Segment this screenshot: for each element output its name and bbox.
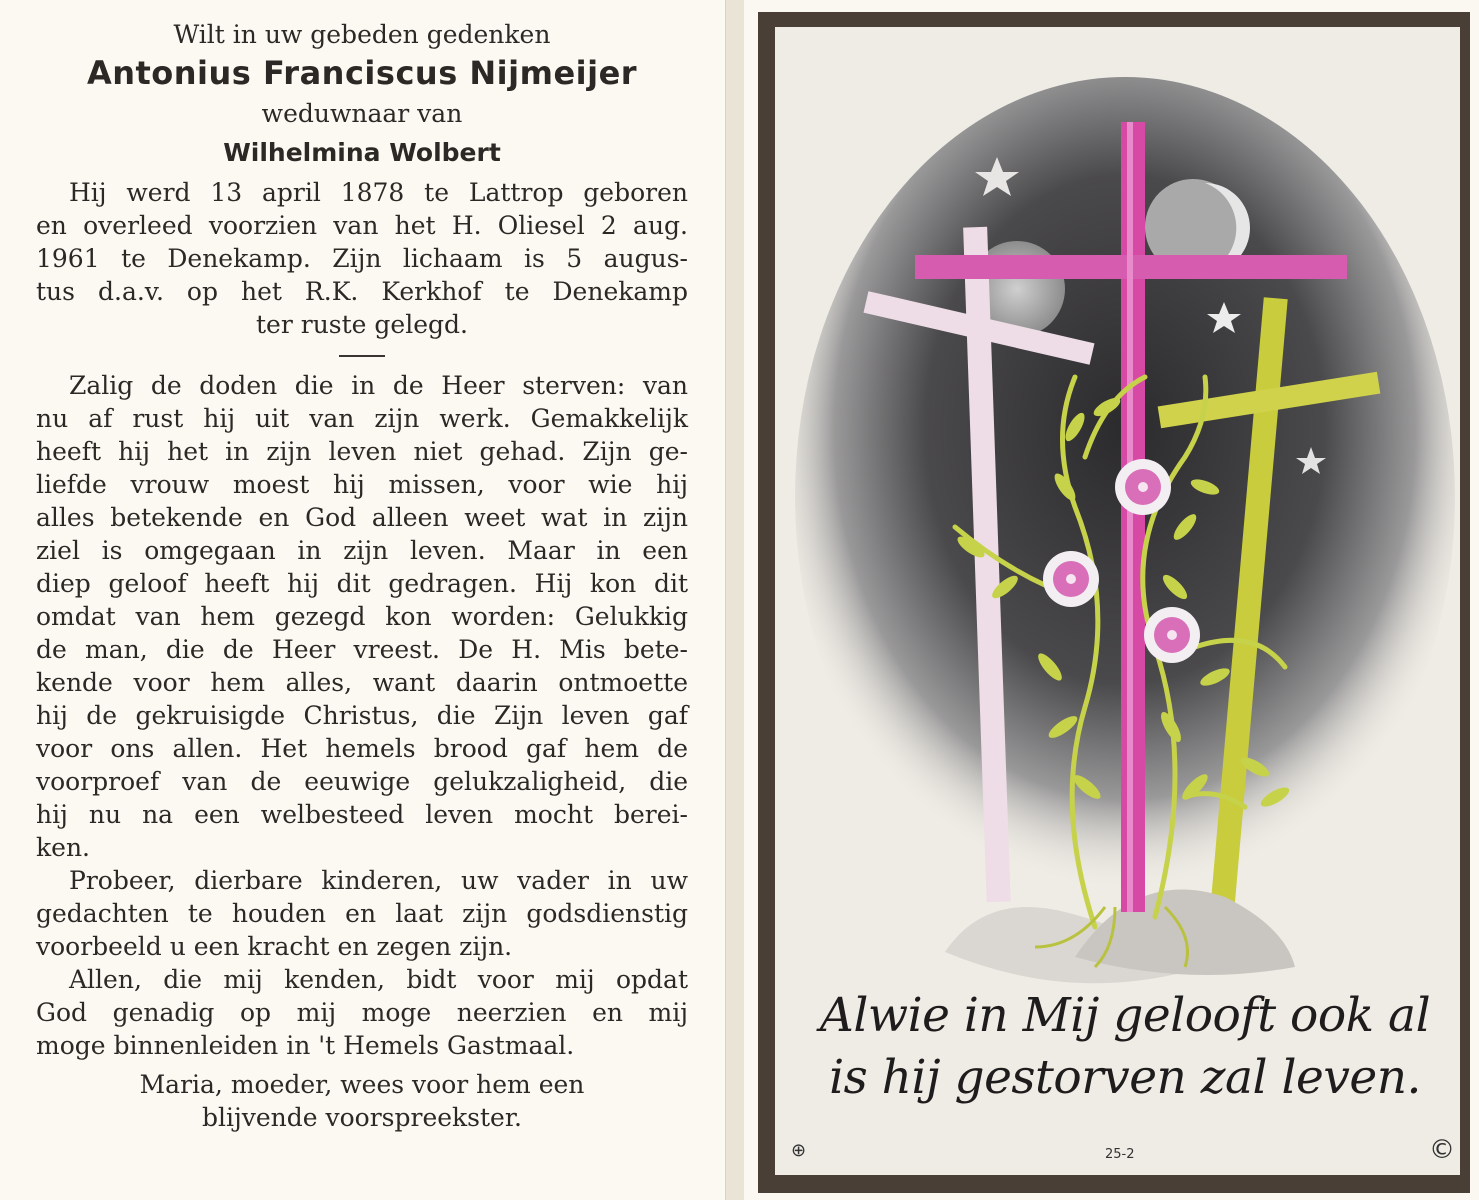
flower-icon bbox=[1043, 551, 1099, 607]
spouse-name: Wilhelmina Wolbert bbox=[223, 138, 501, 167]
printer-monogram-icon: ⊕ bbox=[791, 1140, 807, 1161]
bio-line: Hij werd 13 april 1878 te Lattrop geboren bbox=[69, 178, 688, 207]
header-line: Wilt in uw gebeden gedenken bbox=[173, 20, 551, 49]
text-line: voorbeeld u een kracht en zegen zijn. bbox=[36, 932, 513, 961]
text-line: ziel is omgegaan in zijn leven. Maar in een bbox=[36, 536, 688, 565]
text-line: blijvende voorspreekster. bbox=[201, 1103, 523, 1132]
memorial-text-column bbox=[36, 18, 688, 1134]
bio-line: en overleed voorzien van het H. Oliesel 2 aug. bbox=[36, 211, 688, 240]
text-line: Zalig de doden die in de Heer sterven: van bbox=[69, 371, 688, 400]
text-line: Probeer, dierbare kinderen, uw vader in uw bbox=[69, 866, 688, 895]
text-line: hij nu na een welbesteed leven mocht berei- bbox=[36, 800, 688, 829]
text-line: nu af rust hij uit van zijn werk. Gemakkelijk bbox=[36, 404, 688, 433]
publisher-mark-icon: © bbox=[1429, 1135, 1455, 1165]
illustration-panel bbox=[775, 27, 1460, 1175]
text-line: kende voor hem alles, want daarin ontmoette bbox=[36, 668, 688, 697]
text-line: voor ons allen. Het hemels brood gaf hem de bbox=[36, 734, 688, 763]
section-divider bbox=[339, 355, 385, 357]
meditation-paragraph bbox=[36, 369, 688, 864]
text-line: diep geloof heeft hij dit gedragen. Hij kon dit bbox=[36, 569, 688, 598]
bio-line: ter ruste gelegd. bbox=[256, 310, 468, 339]
text-line: heeft hij het in zijn leven niet gehad. Zijn ge- bbox=[36, 437, 688, 466]
text-line: Allen, die mij kenden, bidt voor mij opdat bbox=[69, 965, 688, 994]
closing-prayer bbox=[36, 1068, 688, 1134]
text-line: ken. bbox=[36, 833, 90, 862]
text-line: voorproef van de eeuwige gelukzaligheid, die bbox=[36, 767, 688, 796]
text-line: moge binnenleiden in 't Hemels Gastmaal. bbox=[36, 1031, 575, 1060]
prayer-request-paragraph bbox=[36, 963, 688, 1062]
text-line: Maria, moeder, wees voor hem een bbox=[139, 1070, 585, 1099]
print-code: 25-2 bbox=[1105, 1147, 1135, 1162]
card-frame bbox=[758, 12, 1470, 1193]
text-line: gedachten te houden en laat zijn godsdienstig bbox=[36, 899, 688, 928]
biography-paragraph bbox=[36, 176, 688, 341]
text-line: hij de gekruisigde Christus, die Zijn leven gaf bbox=[36, 701, 688, 730]
bio-line: 1961 te Denekamp. Zijn lichaam is 5 augus- bbox=[36, 244, 688, 273]
verse-line: is hij gestorven zal leven. bbox=[829, 1050, 1421, 1105]
bio-line: tus d.a.v. op het R.K. Kerkhof te Denekamp bbox=[36, 277, 688, 306]
deceased-name: Antonius Franciscus Nijmeijer bbox=[86, 54, 638, 92]
bible-verse bbox=[795, 985, 1455, 1109]
flower-icon bbox=[1115, 459, 1171, 515]
text-line: God genadig op mij moge neerzien en mij bbox=[36, 998, 688, 1027]
verse-line: Alwie in Mij gelooft ook al bbox=[819, 988, 1431, 1043]
relation-line: weduwnaar van bbox=[261, 99, 463, 128]
text-line: omdat van hem gezegd kon worden: Gelukkig bbox=[36, 602, 688, 631]
memorial-card-image-side bbox=[744, 0, 1479, 1200]
memorial-card-text-side bbox=[0, 0, 726, 1200]
text-line: de man, die de Heer vreest. De H. Mis bete- bbox=[36, 635, 688, 664]
text-line: liefde vrouw moest hij missen, voor wie hij bbox=[36, 470, 688, 499]
children-paragraph bbox=[36, 864, 688, 963]
text-line: alles betekende en God alleen weet wat in zijn bbox=[36, 503, 688, 532]
flower-icon bbox=[1144, 607, 1200, 663]
